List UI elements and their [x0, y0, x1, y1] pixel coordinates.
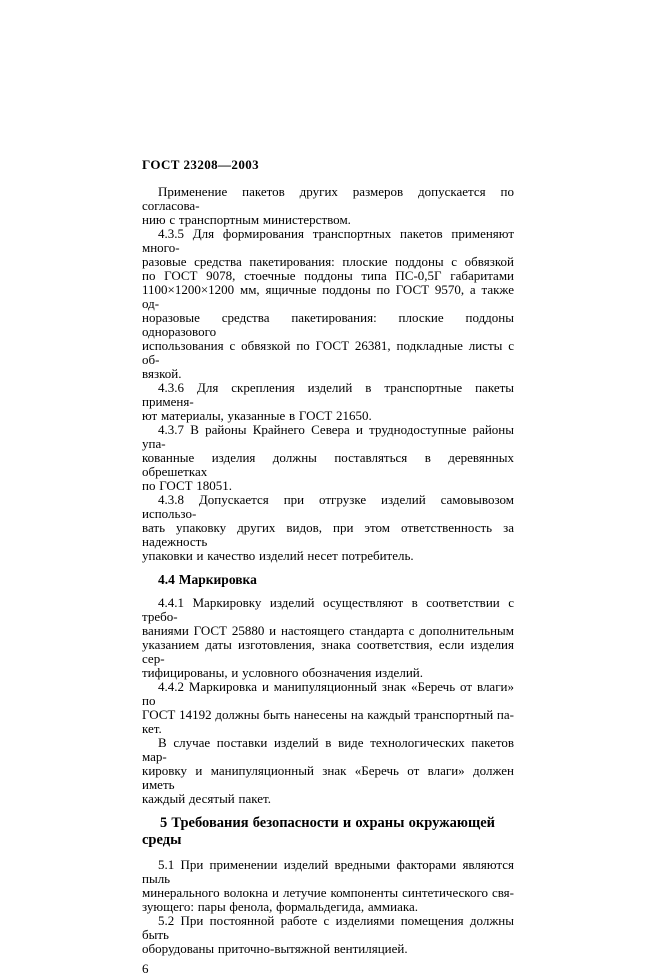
- paragraph: [142, 596, 514, 680]
- text-line: 4.4.1 Маркировку изделий осуществляют в соответствии с требо-: [142, 595, 514, 624]
- text-line: Применение пакетов других размеров допускается по согласова-: [142, 184, 514, 213]
- text-line: использования с обвязкой по ГОСТ 26381, подкладные листы с об-: [142, 338, 514, 367]
- text-line: 5.2 При постоянной работе с изделиями помещения должны быть: [142, 913, 514, 942]
- document-body: [142, 185, 514, 956]
- paragraph: [142, 227, 514, 381]
- text-line: кованные изделия должны поставляться в деревянных обрешетках: [142, 450, 514, 479]
- paragraph: [142, 185, 514, 227]
- paragraph: [142, 858, 514, 914]
- text-line: ваниями ГОСТ 25880 и настоящего стандарта с дополнительным: [142, 623, 514, 638]
- text-line: ют материалы, указанные в ГОСТ 21650.: [142, 408, 372, 423]
- text-line: по ГОСТ 18051.: [142, 478, 233, 493]
- text-line: 4.3.5 Для формирования транспортных пакетов применяют много-: [142, 226, 514, 255]
- text-line: 1100×1200×1200 мм, ящичные поддоны по ГОСТ 9570, а также од-: [142, 282, 514, 311]
- text-line: оборудованы приточно-вытяжной вентиляцией.: [142, 941, 408, 956]
- text-line: по ГОСТ 9078, стоечные поддоны типа ПС-0,5Г габаритами: [142, 268, 514, 283]
- text-line: 4.3.8 Допускается при отгрузке изделий самовывозом использо-: [142, 492, 514, 521]
- text-line: норазовые средства пакетирования: плоские поддоны одноразового: [142, 310, 514, 339]
- paragraph: [142, 381, 514, 423]
- paragraph: [142, 914, 514, 956]
- paragraph: [142, 680, 514, 736]
- section-heading: 5 Требования безопасности и охраны окружающей среды: [142, 815, 496, 848]
- running-header: ГОСТ 23208—2003: [142, 157, 260, 172]
- text-line: 4.3.7 В районы Крайнего Севера и труднодоступные районы упа-: [142, 422, 514, 451]
- text-line: каждый десятый пакет.: [142, 791, 271, 806]
- text-line: ГОСТ 14192 должны быть нанесены на каждый транспортный па-: [142, 707, 514, 722]
- text-line: минерального волокна и летучие компоненты синтетического свя-: [142, 885, 514, 900]
- text-line: В случае поставки изделий в виде технологических пакетов мар-: [142, 735, 514, 764]
- text-line: вязкой.: [142, 366, 182, 381]
- text-line: кет.: [142, 721, 162, 736]
- text-line: кировку и манипуляционный знак «Беречь от влаги» должен иметь: [142, 763, 514, 792]
- text-line: 4.4.2 Маркировка и манипуляционный знак «Беречь от влаги» по: [142, 679, 514, 708]
- text-block: [142, 157, 514, 977]
- text-line: указанием даты изготовления, знака соответствия, если изделия сер-: [142, 637, 514, 666]
- text-line: 5.1 При применении изделий вредными факторами являются пыль: [142, 857, 514, 886]
- text-line: зующего: пары фенола, формальдегида, аммиака.: [142, 899, 418, 914]
- text-line: упаковки и качество изделий несет потребитель.: [142, 548, 414, 563]
- paragraph: [142, 493, 514, 563]
- page-number: 6: [142, 961, 149, 976]
- text-line: разовые средства пакетирования: плоские поддоны с обвязкой: [142, 254, 514, 269]
- text-line: вать упаковку других видов, при этом ответственность за надежность: [142, 520, 514, 549]
- text-line: нию с транспортным министерством.: [142, 212, 351, 227]
- paragraph: [142, 736, 514, 806]
- paragraph: [142, 423, 514, 493]
- section-heading: 4.4 Маркировка: [158, 572, 257, 587]
- text-line: 4.3.6 Для скрепления изделий в транспортные пакеты применя-: [142, 380, 514, 409]
- text-line: тифицированы, и условного обозначения изделий.: [142, 665, 423, 680]
